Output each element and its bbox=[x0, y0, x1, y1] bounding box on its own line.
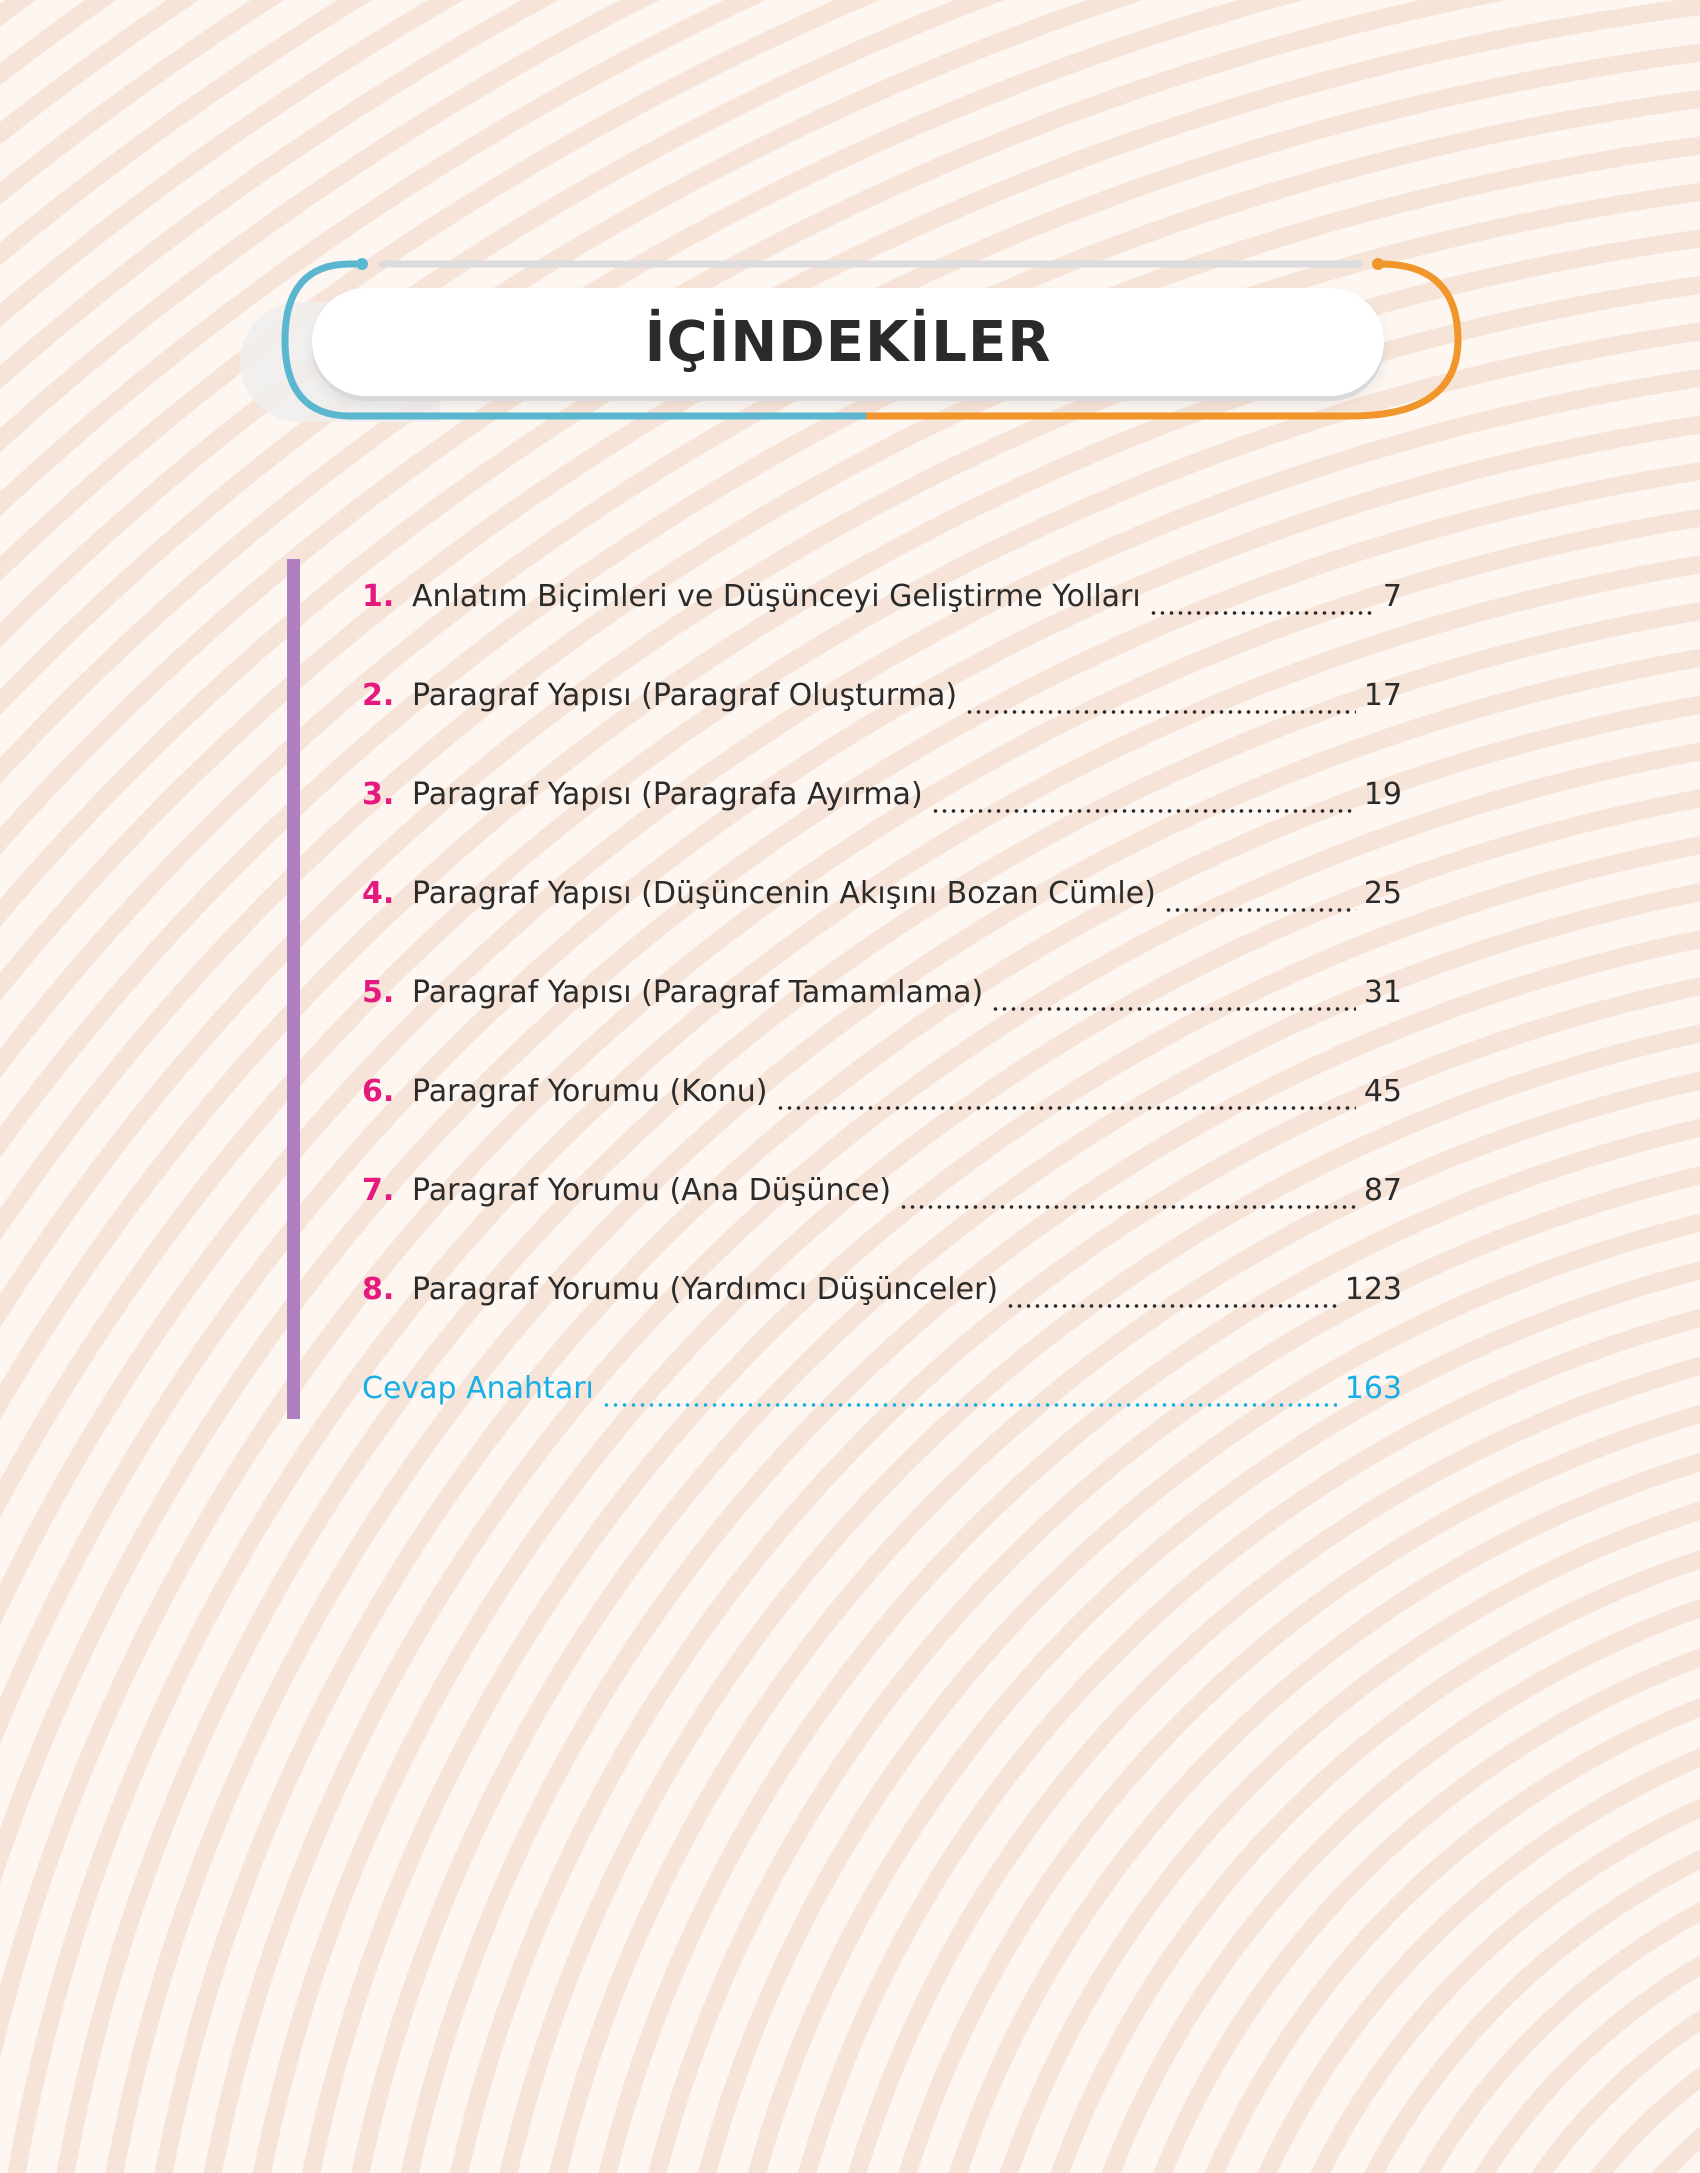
banner-blue-dot bbox=[356, 258, 368, 270]
toc-dot-leader bbox=[602, 1374, 1337, 1414]
toc-answer-key-page: 163 bbox=[1344, 1371, 1402, 1406]
toc-entry-title: Paragraf Yorumu (Yardımcı Düşünceler) bbox=[412, 1272, 999, 1307]
toc-entry-page: 87 bbox=[1363, 1173, 1402, 1208]
toc-entry-page: 45 bbox=[1363, 1074, 1402, 1109]
toc-dot-leader bbox=[776, 1077, 1356, 1117]
toc-entry-page: 31 bbox=[1363, 975, 1402, 1010]
toc-entry-page: 19 bbox=[1363, 777, 1402, 812]
toc-entry-number: 3. bbox=[362, 777, 395, 812]
table-of-contents bbox=[362, 562, 1402, 1453]
toc-entry-number: 8. bbox=[362, 1272, 395, 1307]
toc-entry-answer-key[interactable] bbox=[362, 1354, 1402, 1453]
banner-orange-dot bbox=[1372, 258, 1384, 270]
toc-answer-key-title: Cevap Anahtarı bbox=[362, 1371, 594, 1406]
toc-dot-leader bbox=[931, 780, 1356, 820]
toc-entry-5[interactable] bbox=[362, 958, 1402, 1057]
toc-entry-title: Anlatım Biçimleri ve Düşünceyi Geliştirme Yolları bbox=[412, 579, 1141, 614]
toc-dot-leader bbox=[899, 1176, 1356, 1216]
toc-entry-number: 2. bbox=[362, 678, 395, 713]
toc-dot-leader bbox=[991, 978, 1356, 1018]
toc-entry-4[interactable] bbox=[362, 859, 1402, 958]
toc-entry-page: 123 bbox=[1344, 1272, 1402, 1307]
toc-entry-1[interactable] bbox=[362, 562, 1402, 661]
toc-dot-leader bbox=[1149, 582, 1375, 622]
toc-dot-leader bbox=[1164, 879, 1356, 919]
toc-entry-title: Paragraf Yorumu (Ana Düşünce) bbox=[412, 1173, 892, 1208]
toc-dot-leader bbox=[1006, 1275, 1337, 1315]
banner-pill bbox=[312, 288, 1384, 396]
toc-entry-8[interactable] bbox=[362, 1255, 1402, 1354]
toc-entry-title: Paragraf Yorumu (Konu) bbox=[412, 1074, 768, 1109]
toc-entry-title: Paragraf Yapısı (Düşüncenin Akışını Bozan Cümle) bbox=[412, 876, 1156, 911]
title-banner bbox=[230, 250, 1470, 440]
toc-entry-number: 4. bbox=[362, 876, 395, 911]
toc-entry-title: Paragraf Yapısı (Paragraf Oluşturma) bbox=[412, 678, 958, 713]
toc-entry-2[interactable] bbox=[362, 661, 1402, 760]
toc-entry-title: Paragraf Yapısı (Paragraf Tamamlama) bbox=[412, 975, 984, 1010]
toc-entry-3[interactable] bbox=[362, 760, 1402, 859]
toc-entry-page: 25 bbox=[1363, 876, 1402, 911]
page-title: İÇİNDEKİLER bbox=[644, 309, 1052, 375]
toc-side-bar bbox=[287, 559, 300, 1419]
toc-entry-number: 7. bbox=[362, 1173, 395, 1208]
toc-entry-7[interactable] bbox=[362, 1156, 1402, 1255]
toc-entry-title: Paragraf Yapısı (Paragrafa Ayırma) bbox=[412, 777, 923, 812]
toc-entry-number: 1. bbox=[362, 579, 395, 614]
toc-entry-page: 7 bbox=[1382, 579, 1402, 614]
toc-entry-page: 17 bbox=[1363, 678, 1402, 713]
toc-entry-number: 5. bbox=[362, 975, 395, 1010]
toc-dot-leader bbox=[965, 681, 1356, 721]
toc-entry-number: 6. bbox=[362, 1074, 395, 1109]
toc-entry-6[interactable] bbox=[362, 1057, 1402, 1156]
